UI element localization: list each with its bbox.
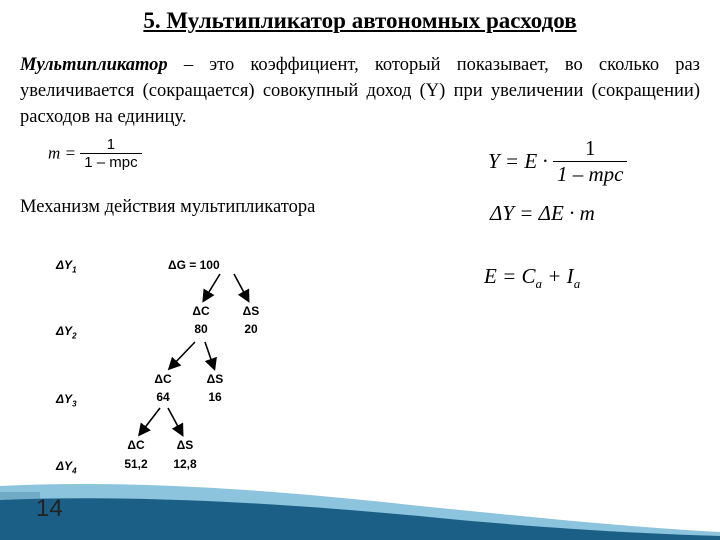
level1-c-label: ΔC — [192, 304, 210, 318]
arrow-c1-to-c2 — [170, 342, 195, 368]
level1-c-value: 80 — [194, 322, 208, 336]
formula-m-denominator: 1 – mpc — [84, 154, 138, 171]
arrow-c2-to-c3 — [140, 408, 160, 434]
delta-y1-label: $\Delta Y_1$ — [56, 258, 77, 275]
delta-y2-label: $\Delta Y_2$ — [56, 324, 77, 341]
formula-m-numerator: 1 — [80, 136, 141, 154]
level3-c-label: ΔC — [127, 438, 145, 452]
definition-term: Мультипликатор — [20, 55, 168, 75]
level1-s-value: 20 — [244, 322, 258, 336]
level1-s-label: ΔS — [242, 304, 260, 318]
mechanism-label: Механизм действия мультипликатора — [20, 197, 316, 217]
formula-y-lhs: Y = E · — [488, 149, 548, 173]
level3-s-label: ΔS — [176, 438, 194, 452]
level3-s-value: 12,8 — [173, 457, 197, 471]
root-delta-g: ΔG = 100 — [168, 258, 220, 272]
level2-c-value: 64 — [156, 390, 170, 404]
arrow-g-to-c1 — [204, 274, 220, 300]
arrow-g-to-s1 — [234, 274, 248, 300]
level2-s-label: ΔS — [206, 372, 224, 386]
level2-s-value: 16 — [208, 390, 222, 404]
page-number: 14 — [36, 495, 63, 522]
formula-e-mid: + I — [542, 264, 574, 288]
arrow-c2-to-s3 — [168, 408, 182, 434]
formula-m-lhs: m = — [48, 143, 76, 163]
formula-delta-y: ΔY = ΔE · m — [490, 201, 595, 225]
formula-y-numerator: 1 — [553, 136, 628, 162]
definition-text: – это коэффициент, который показывает, во сколько раз увеличивается (сокращается) совокупный доход (Y) при увеличении (сокращении) расходов на единицу. — [20, 55, 700, 127]
level2-c-label: ΔC — [154, 372, 172, 386]
formula-e-sub2: a — [573, 276, 581, 292]
footer-decoration — [0, 478, 720, 540]
arrow-c1-to-s2 — [205, 342, 214, 368]
delta-y3-label: $\Delta Y_3$ — [56, 392, 77, 409]
formula-e-lhs: E = C — [484, 264, 536, 288]
formula-e-sub1: a — [535, 276, 543, 292]
delta-y4-label: $\Delta Y_4$ — [56, 459, 77, 476]
formula-y-denominator: 1 – mpc — [556, 162, 624, 186]
level3-c-value: 51,2 — [124, 457, 148, 471]
slide-title: 5. Мультипликатор автономных расходов — [143, 8, 577, 33]
